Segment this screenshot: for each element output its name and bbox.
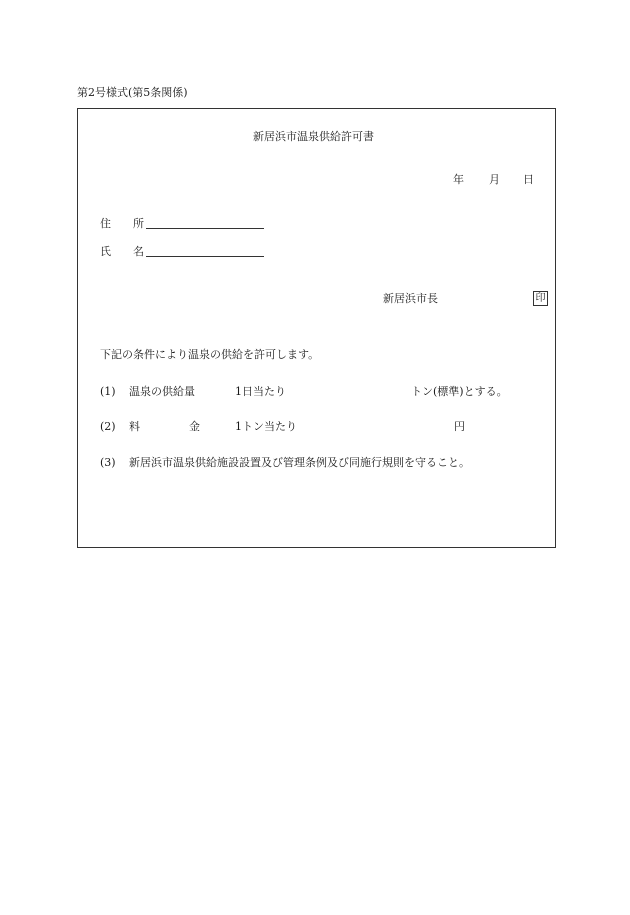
name-label-part-1: 氏	[100, 245, 111, 258]
condition-2-label-part-2: 金	[189, 420, 200, 433]
condition-3-number: (3)	[100, 456, 116, 469]
document-title: 新居浜市温泉供給許可書	[253, 130, 374, 143]
permit-intro-text: 下記の条件により温泉の供給を許可します。	[100, 348, 320, 361]
address-label-part-1: 住	[100, 217, 111, 230]
issuer-title: 新居浜市長	[383, 292, 438, 305]
address-field-line[interactable]	[146, 228, 264, 229]
condition-2-label-part-1: 料	[129, 420, 140, 433]
address-label-part-2: 所	[133, 217, 144, 230]
condition-2-suffix: 円	[454, 420, 465, 433]
condition-1-number: (1)	[100, 385, 116, 398]
permit-form-frame	[77, 108, 556, 548]
condition-2-number: (2)	[100, 420, 116, 433]
date-day-label: 日	[523, 173, 534, 186]
condition-2-unit: 1トン当たり	[235, 420, 297, 433]
condition-3-text: 新居浜市温泉供給施設設置及び管理条例及び同施行規則を守ること。	[129, 456, 470, 469]
date-year-label: 年	[453, 173, 464, 186]
seal-mark: 印	[533, 291, 548, 306]
condition-1-unit: 1日当たり	[235, 385, 286, 398]
form-number-header: 第2号様式(第5条関係)	[77, 86, 188, 99]
date-month-label: 月	[489, 173, 500, 186]
condition-1-label: 温泉の供給量	[129, 385, 195, 398]
condition-1-suffix: トン(標準)とする。	[411, 385, 508, 398]
name-field-line[interactable]	[146, 256, 264, 257]
name-label-part-2: 名	[133, 245, 144, 258]
